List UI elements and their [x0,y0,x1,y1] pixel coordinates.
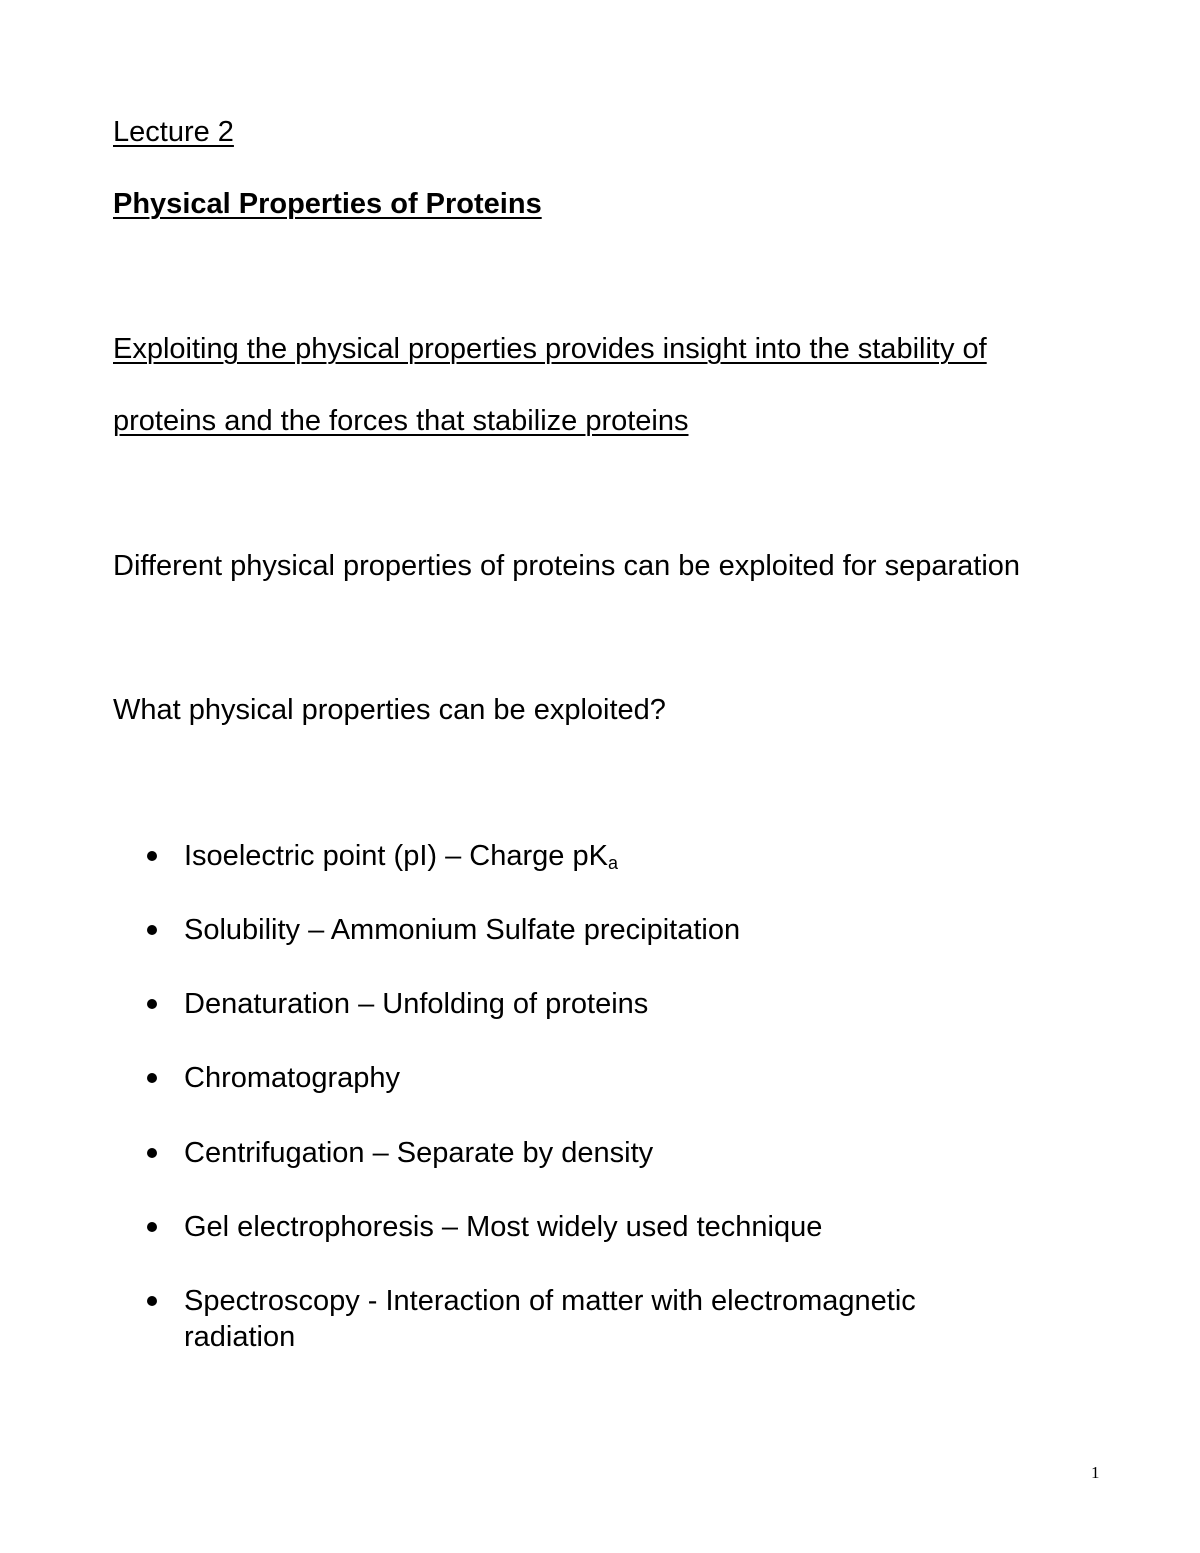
list-item [184,912,740,948]
bullet-icon [147,1222,157,1232]
bullet-text: Solubility – Ammonium Sulfate precipitation [184,914,741,946]
lecture-label: Lecture 2 [113,116,234,148]
bullet-text: Gel electrophoresis – Most widely used technique [184,1211,823,1243]
bullet-icon [147,1073,157,1083]
bullet-icon [147,999,157,1009]
bullet-icon [147,925,157,935]
list-item [184,1209,822,1245]
bullet-text: Chromatography [184,1062,400,1094]
bullet-subscript: a [607,853,618,873]
list-item [184,838,618,881]
bullet-text: Centrifugation – Separate by density [184,1137,654,1169]
bullet-icon [147,1148,157,1158]
list-item [184,1135,653,1171]
list-item [184,1060,400,1096]
bullet-text: Spectroscopy - Interaction of matter with electromagnetic [184,1285,916,1317]
paragraph-separation: Different physical properties of proteins can be exploited for separation [113,550,1021,582]
page-number: 1 [1091,1463,1100,1482]
subheading-line-2: proteins and the forces that stabilize proteins [113,405,689,437]
bullet-text: Isoelectric point (pI) – Charge pK [184,840,608,872]
subheading-line-1: Exploiting the physical properties provides insight into the stability of [113,333,987,365]
question-text: What physical properties can be exploited? [113,694,666,726]
bullet-icon [147,851,157,861]
list-item [184,1283,916,1355]
document-title: Physical Properties of Proteins [113,188,542,220]
bullet-icon [147,1296,157,1306]
bullet-text: Denaturation – Unfolding of proteins [184,988,649,1020]
bullet-text-continuation: radiation [184,1321,296,1353]
list-item [184,986,648,1022]
